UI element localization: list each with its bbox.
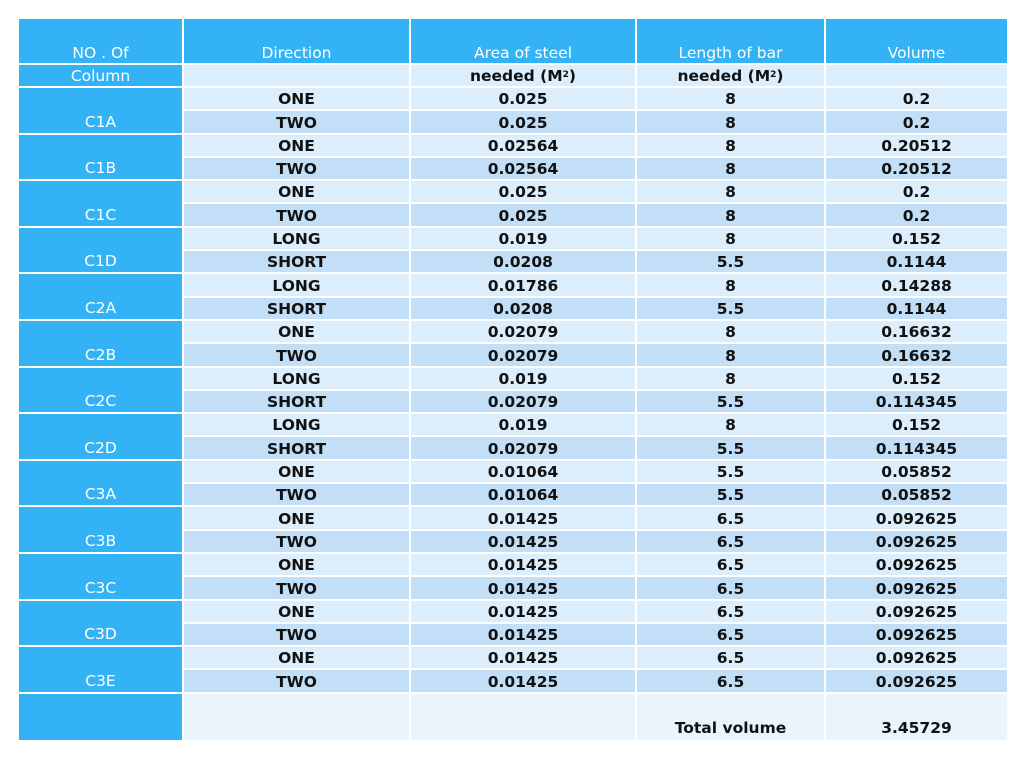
volume-cell: 0.2: [825, 110, 1008, 133]
length-cell: 6.5: [636, 553, 825, 576]
length-cell: 6.5: [636, 506, 825, 529]
direction-cell: ONE: [183, 320, 410, 343]
length-cell: 8: [636, 87, 825, 110]
volume-cell: 0.2: [825, 87, 1008, 110]
length-cell: 6.5: [636, 623, 825, 646]
length-cell: 6.5: [636, 600, 825, 623]
area-cell: 0.01064: [410, 460, 636, 483]
header-volume-line2: [825, 64, 1008, 87]
direction-cell: SHORT: [183, 436, 410, 459]
length-cell: 8: [636, 413, 825, 436]
volume-cell: 0.092625: [825, 646, 1008, 669]
volume-cell: 0.05852: [825, 460, 1008, 483]
table-row: [18, 413, 1008, 436]
area-cell: 0.02564: [410, 157, 636, 180]
area-cell: 0.02079: [410, 436, 636, 459]
area-cell: 0.0208: [410, 250, 636, 273]
length-cell: 5.5: [636, 460, 825, 483]
total-volume-label: Total volume: [636, 693, 825, 741]
steel-volume-table: [17, 17, 1009, 742]
column-id-cell: C1C: [18, 180, 183, 227]
area-cell: 0.025: [410, 180, 636, 203]
direction-cell: ONE: [183, 600, 410, 623]
volume-cell: 0.16632: [825, 343, 1008, 366]
length-cell: 5.5: [636, 483, 825, 506]
length-cell: 8: [636, 320, 825, 343]
column-id-cell: C1B: [18, 134, 183, 181]
direction-cell: TWO: [183, 110, 410, 133]
volume-cell: 0.05852: [825, 483, 1008, 506]
volume-cell: 0.092625: [825, 506, 1008, 529]
volume-cell: 0.092625: [825, 553, 1008, 576]
area-cell: 0.025: [410, 110, 636, 133]
column-id-cell: C2D: [18, 413, 183, 460]
direction-cell: ONE: [183, 553, 410, 576]
column-id-cell: C3B: [18, 506, 183, 553]
column-id-cell: C1D: [18, 227, 183, 274]
area-cell: 0.01425: [410, 576, 636, 599]
column-id-cell: C3E: [18, 646, 183, 693]
volume-cell: 0.092625: [825, 623, 1008, 646]
length-cell: 5.5: [636, 297, 825, 320]
area-cell: 0.025: [410, 203, 636, 226]
volume-cell: 0.16632: [825, 320, 1008, 343]
header-row: [18, 18, 1008, 64]
volume-cell: 0.114345: [825, 390, 1008, 413]
direction-cell: LONG: [183, 413, 410, 436]
direction-cell: ONE: [183, 460, 410, 483]
area-cell: 0.02564: [410, 134, 636, 157]
length-cell: 6.5: [636, 576, 825, 599]
total-blank-cell: [18, 693, 183, 741]
column-id-cell: C2B: [18, 320, 183, 367]
table-row: [18, 273, 1008, 296]
direction-cell: ONE: [183, 180, 410, 203]
table-row: [18, 506, 1008, 529]
area-cell: 0.01425: [410, 553, 636, 576]
direction-cell: TWO: [183, 483, 410, 506]
volume-cell: 0.20512: [825, 134, 1008, 157]
area-cell: 0.01425: [410, 506, 636, 529]
direction-cell: TWO: [183, 623, 410, 646]
length-cell: 8: [636, 134, 825, 157]
direction-cell: ONE: [183, 134, 410, 157]
length-cell: 6.5: [636, 646, 825, 669]
length-cell: 8: [636, 343, 825, 366]
length-cell: 8: [636, 273, 825, 296]
volume-cell: 0.2: [825, 180, 1008, 203]
area-cell: 0.02079: [410, 320, 636, 343]
volume-cell: 0.14288: [825, 273, 1008, 296]
direction-cell: SHORT: [183, 297, 410, 320]
direction-cell: TWO: [183, 530, 410, 553]
volume-cell: 0.114345: [825, 436, 1008, 459]
area-cell: 0.02079: [410, 343, 636, 366]
direction-cell: TWO: [183, 157, 410, 180]
column-id-cell: C3A: [18, 460, 183, 507]
table-row: [18, 180, 1008, 203]
area-cell: 0.01425: [410, 669, 636, 692]
header-length-of-bar: Length of bar: [636, 18, 825, 64]
area-cell: 0.01425: [410, 530, 636, 553]
area-cell: 0.01425: [410, 600, 636, 623]
header-column-count-line2: Column: [18, 64, 183, 87]
area-cell: 0.019: [410, 367, 636, 390]
header-area-unit: needed $(M^2)$: [410, 64, 636, 87]
volume-cell: 0.2: [825, 203, 1008, 226]
direction-cell: ONE: [183, 646, 410, 669]
table-row: [18, 367, 1008, 390]
header-length-unit: needed $(M^2)$: [636, 64, 825, 87]
volume-cell: 0.1144: [825, 250, 1008, 273]
total-volume-value: 3.45729: [825, 693, 1008, 741]
direction-cell: TWO: [183, 669, 410, 692]
length-cell: 8: [636, 157, 825, 180]
table-row: [18, 320, 1008, 343]
column-id-cell: C3D: [18, 600, 183, 647]
volume-cell: 0.092625: [825, 669, 1008, 692]
area-cell: 0.01425: [410, 646, 636, 669]
header-row-2: [18, 64, 1008, 87]
direction-cell: ONE: [183, 506, 410, 529]
volume-cell: 0.20512: [825, 157, 1008, 180]
column-id-cell: C1A: [18, 87, 183, 134]
header-direction-line2: [183, 64, 410, 87]
direction-cell: TWO: [183, 576, 410, 599]
table-row: [18, 646, 1008, 669]
length-cell: 5.5: [636, 250, 825, 273]
length-cell: 8: [636, 110, 825, 133]
area-cell: 0.0208: [410, 297, 636, 320]
direction-cell: SHORT: [183, 250, 410, 273]
volume-cell: 0.092625: [825, 530, 1008, 553]
total-row: [18, 693, 1008, 741]
length-cell: 5.5: [636, 436, 825, 459]
header-volume: Volume: [825, 18, 1008, 64]
direction-cell: SHORT: [183, 390, 410, 413]
table-row: [18, 600, 1008, 623]
volume-cell: 0.152: [825, 227, 1008, 250]
volume-cell: 0.092625: [825, 600, 1008, 623]
column-id-cell: C2A: [18, 273, 183, 320]
direction-cell: TWO: [183, 203, 410, 226]
header-area-of-steel: Area of steel: [410, 18, 636, 64]
area-cell: 0.019: [410, 227, 636, 250]
table-row: [18, 87, 1008, 110]
volume-cell: 0.152: [825, 413, 1008, 436]
direction-cell: ONE: [183, 87, 410, 110]
direction-cell: TWO: [183, 343, 410, 366]
area-cell: 0.02079: [410, 390, 636, 413]
area-cell: 0.01425: [410, 623, 636, 646]
table-row: [18, 553, 1008, 576]
column-id-cell: C2C: [18, 367, 183, 414]
direction-cell: LONG: [183, 273, 410, 296]
length-cell: 5.5: [636, 390, 825, 413]
length-cell: 6.5: [636, 669, 825, 692]
column-id-cell: C3C: [18, 553, 183, 600]
direction-cell: LONG: [183, 367, 410, 390]
total-blank-area: [410, 693, 636, 741]
volume-cell: 0.152: [825, 367, 1008, 390]
total-blank-direction: [183, 693, 410, 741]
length-cell: 8: [636, 180, 825, 203]
area-cell: 0.019: [410, 413, 636, 436]
header-direction: Direction: [183, 18, 410, 64]
volume-cell: 0.092625: [825, 576, 1008, 599]
volume-cell: 0.1144: [825, 297, 1008, 320]
length-cell: 8: [636, 227, 825, 250]
table-row: [18, 227, 1008, 250]
length-cell: 8: [636, 203, 825, 226]
area-cell: 0.025: [410, 87, 636, 110]
table-row: [18, 134, 1008, 157]
length-cell: 8: [636, 367, 825, 390]
area-cell: 0.01786: [410, 273, 636, 296]
table-row: [18, 460, 1008, 483]
direction-cell: LONG: [183, 227, 410, 250]
area-cell: 0.01064: [410, 483, 636, 506]
length-cell: 6.5: [636, 530, 825, 553]
header-column-count: NO . Of: [18, 18, 183, 64]
